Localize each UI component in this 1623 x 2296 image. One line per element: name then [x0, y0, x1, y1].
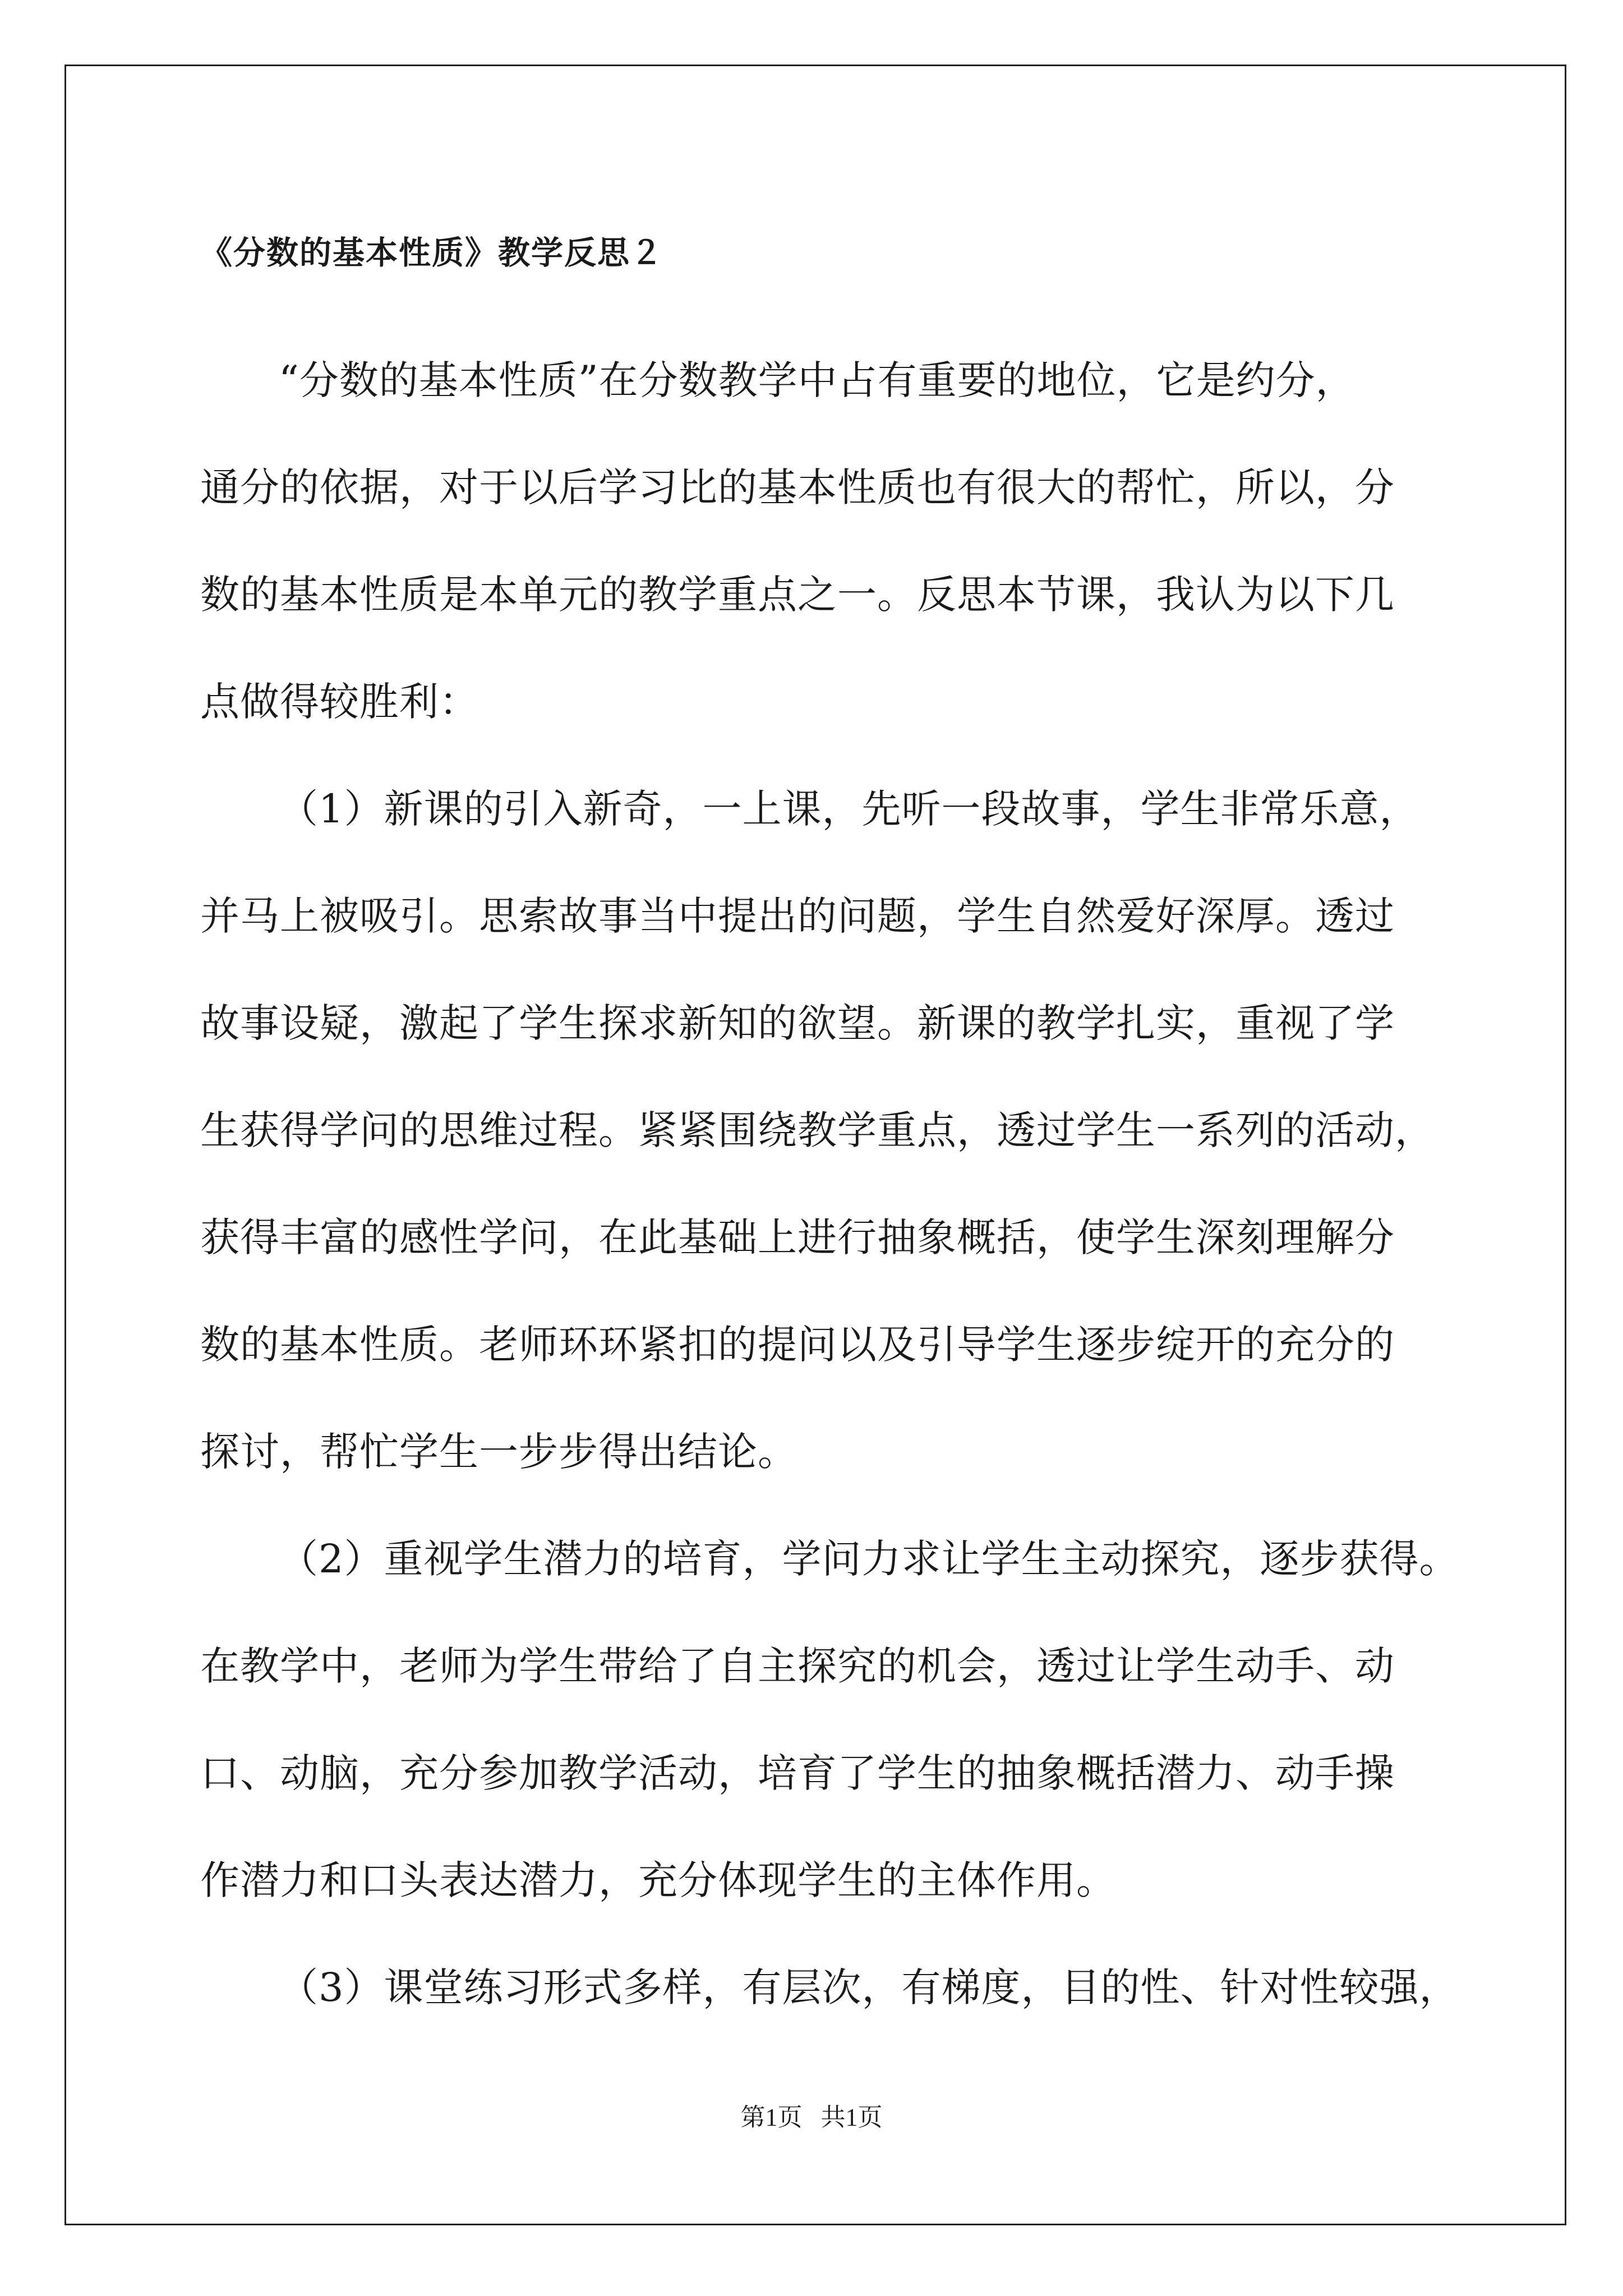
paragraph-1 [200, 327, 1434, 756]
document-body [200, 226, 1459, 2041]
paragraph-line: 作潜力和口头表达潜力，充分体现学生的主体作用。 [200, 1857, 1116, 1903]
document-title: 《分数的基本性质》教学反思２ [200, 234, 663, 272]
paragraph-line: 并马上被吸引。思索故事当中提出的问题，学生自然爱好深厚。透过 [200, 893, 1395, 939]
paragraph-line: 通分的依据，对于以后学习比的基本性质也有很大的帮忙，所以，分 [200, 464, 1395, 510]
paragraph-line: （3）课堂练习形式多样，有层次，有梯度，目的性、针对性较强， [279, 1964, 1459, 2010]
paragraph-line: 数的基本性质。老师环环紧扣的提问以及引导学生逐步绽开的充分的 [200, 1322, 1395, 1368]
paragraph-4 [200, 1934, 1459, 2041]
paragraph-line: （1）新课的引入新奇，一上课，先听一段故事，学生非常乐意， [279, 786, 1419, 832]
paragraph-line: “分数的基本性质”在分数教学中占有重要的地位，它是约分， [279, 357, 1355, 403]
paragraph-2 [200, 756, 1434, 1506]
paragraph-line: 在教学中，老师为学生带给了自主探究的机会，透过让学生动手、动 [200, 1643, 1395, 1689]
paragraph-line: 口、动脑，充分参加教学活动，培育了学生的抽象概括潜力、动手操 [200, 1750, 1395, 1796]
paragraph-line: 生获得学问的思维过程。紧紧围绕教学重点，透过学生一系列的活动， [200, 1107, 1435, 1153]
paragraph-line: 获得丰富的感性学问，在此基础上进行抽象概括，使学生深刻理解分 [200, 1214, 1395, 1260]
page-footer: 第1页 共1页 [740, 2104, 883, 2131]
paragraph-line: 探讨，帮忙学生一步步得出结论。 [200, 1429, 797, 1475]
paragraph-line: （2）重视学生潜力的培育，学问力求让学生主动探究，逐步获得。 [279, 1536, 1459, 1582]
paragraph-line: 数的基本性质是本单元的教学重点之一。反思本节课，我认为以下几 [200, 572, 1395, 618]
paragraph-line: 点做得较胜利： [200, 679, 479, 725]
paragraph-line: 故事设疑，激起了学生探求新知的欲望。新课的教学扎实，重视了学 [200, 1000, 1395, 1046]
paragraph-3 [200, 1506, 1459, 1934]
